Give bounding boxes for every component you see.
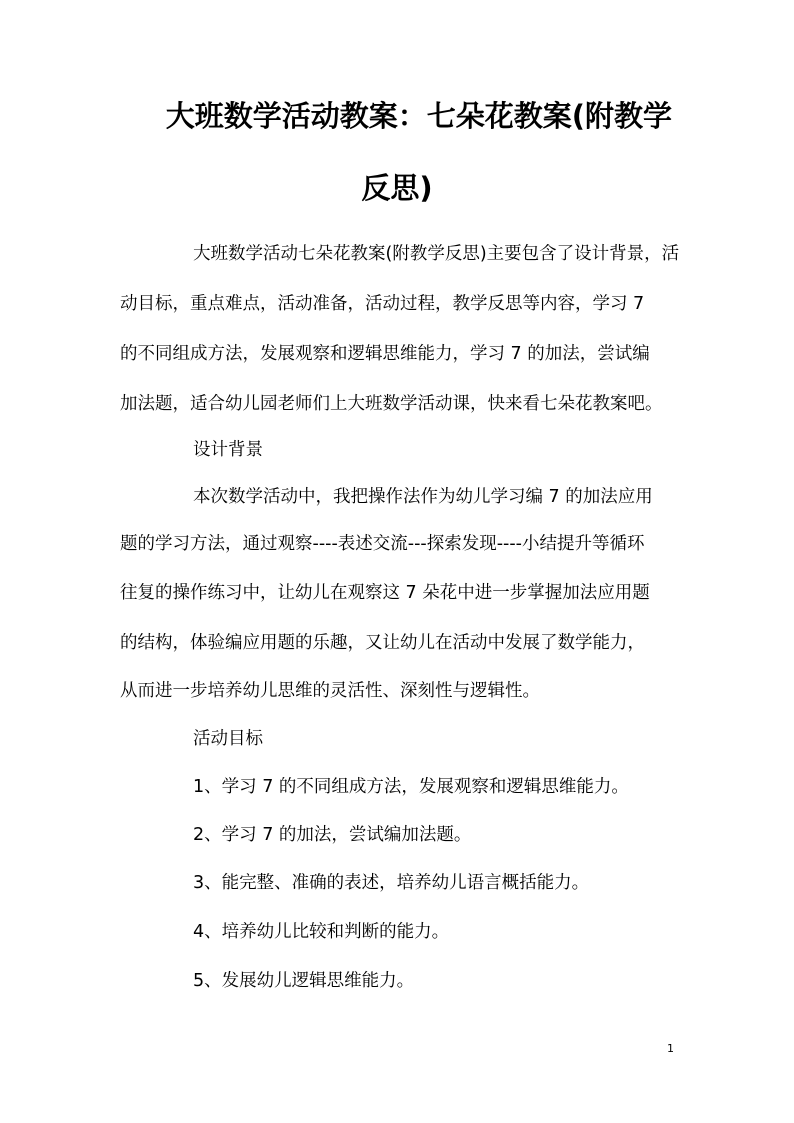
background-line: 往复的操作练习中，让幼儿在观察这 7 朵花中进一步掌握加法应用题 (120, 583, 650, 603)
section-heading-background: 设计背景 (193, 440, 263, 460)
intro-line: 动目标，重点难点，活动准备，活动过程，教学反思等内容，学习 7 (120, 294, 645, 314)
background-line: 题的学习方法，通过观察----表述交流---探索发现----小结提升等循环 (120, 534, 645, 554)
goal-item: 4、培养幼儿比较和判断的能力。 (193, 922, 450, 942)
background-line: 的结构，体验编应用题的乐趣，又让幼儿在活动中发展了数学能力， (120, 633, 645, 653)
document-title-line-2: 反思) (361, 171, 433, 205)
goal-item: 1、学习 7 的不同组成方法，发展观察和逻辑思维能力。 (193, 777, 629, 797)
background-line: 从而进一步培养幼儿思维的灵活性、深刻性与逻辑性。 (120, 681, 540, 701)
intro-line: 大班数学活动七朵花教案(附教学反思)主要包含了设计背景，活 (193, 244, 680, 264)
intro-line: 的不同组成方法，发展观察和逻辑思维能力，学习 7 的加法，尝试编 (120, 344, 650, 364)
goal-item: 5、发展幼儿逻辑思维能力。 (193, 971, 415, 991)
intro-line: 加法题，适合幼儿园老师们上大班数学活动课，快来看七朵花教案吧。 (120, 394, 663, 414)
goal-item: 2、学习 7 的加法，尝试编加法题。 (193, 825, 472, 845)
document-title-line-1: 大班数学活动教案：七朵花教案(附教学 (165, 99, 672, 133)
background-line: 本次数学活动中，我把操作法作为幼儿学习编 7 的加法应用 (193, 487, 653, 507)
page-number: 1 (667, 1042, 674, 1055)
section-heading-goals: 活动目标 (193, 729, 263, 749)
goal-item: 3、能完整、准确的表述，培养幼儿语言概括能力。 (193, 873, 590, 893)
